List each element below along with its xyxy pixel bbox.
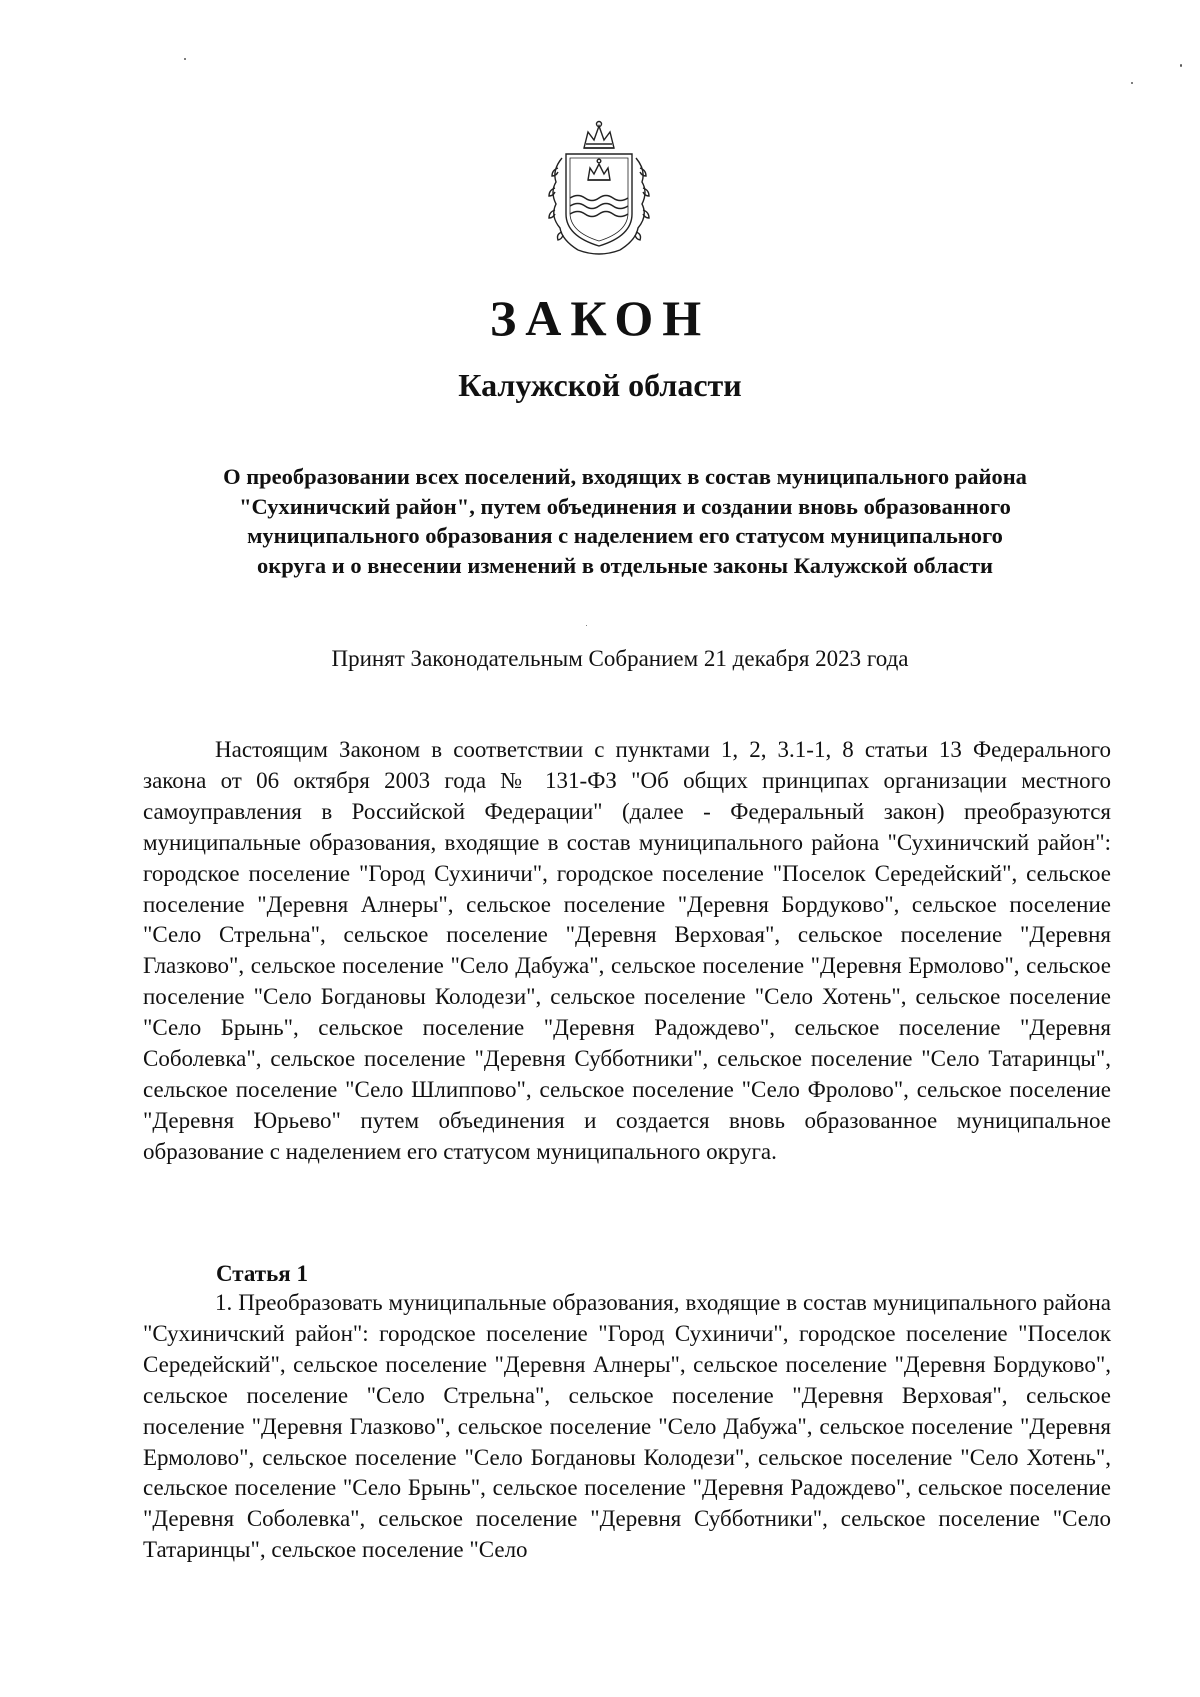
adoption-line: Принят Законодательным Собранием 21 декабря 2023 года	[331, 646, 909, 671]
document-subtitle: Калужской области	[458, 367, 742, 403]
heading-line: округа и о внесении изменений в отдельные законы Калужской области	[257, 552, 993, 578]
document-title: ЗАКОН	[489, 290, 711, 346]
article-1-title: Статья 1	[216, 1261, 308, 1286]
law-heading	[145, 462, 1105, 580]
preamble-paragraph: Настоящим Законом в соответствии с пунктами 1, 2, 3.1-1, 8 статьи 13 Федерального закона от 06 октября 2003 года № 131-ФЗ "Об общих принципах организации местного самоуправления в Российской Федерации" (далее - Федеральный закон) преобразуются муниципальные образования, входящие в состав муниципального района "Сухиничский район": городское поселение "Город Сухиничи", городское поселение "Поселок Середейский", сельское поселение "Деревня Алнеры", сельское поселение "Деревня Бордуково", сельское поселение "Село Стрельна", сельское поселение "Деревня Верховая", сельское поселение "Деревня Глазково", сельское поселение "Село Дабужа", сельское поселение "Деревня Ермолово", сельское поселение "Село Богдановы Колодези", сельское поселение "Село Хотень", сельское поселение "Село Брынь", сельское поселение "Деревня Радождево", сельское поселение "Деревня Соболевка", сельское поселение "Деревня Субботники", сельское поселение "Село Татаринцы", сельское поселение "Село Шлиппово", сельское поселение "Село Фролово", сельское поселение "Деревня Юрьево" путем объединения и создается вновь образованное муниципальное образование с наделением его статусом муниципального округа.	[143, 737, 1111, 1164]
article-1-paragraph: 1. Преобразовать муниципальные образования, входящие в состав муниципального района "Сухиничский район": городское поселение "Город Сухиничи", городское поселение "Поселок Середейский", сельское поселение "Деревня Алнеры", сельское поселение "Деревня Бордуково", сельское поселение "Село Стрельна", сельское поселение "Деревня Верховая", сельское поселение "Деревня Глазково", сельское поселение "Село Дабужа", сельское поселение "Деревня Ермолово", сельское поселение "Село Богдановы Колодези", сельское поселение "Село Хотень", сельское поселение "Село Брынь", сельское поселение "Деревня Радождево", сельское поселение "Деревня Соболевка", сельское поселение "Деревня Субботники", сельское поселение "Село Татаринцы", сельское поселение "Село	[143, 1290, 1111, 1563]
scan-speck	[586, 625, 587, 626]
scan-speck	[184, 58, 186, 60]
heading-line: "Сухиничский район", путем объединения и создании вновь образованного	[239, 493, 1011, 519]
scan-speck	[1131, 82, 1133, 84]
heading-line: О преобразовании всех поселений, входящих в состав муниципального района	[223, 464, 1027, 489]
scan-speck	[1180, 64, 1182, 67]
heading-line: муниципального образования с наделением его статусом муниципального	[247, 523, 1003, 548]
coat-of-arms-icon	[538, 118, 660, 258]
